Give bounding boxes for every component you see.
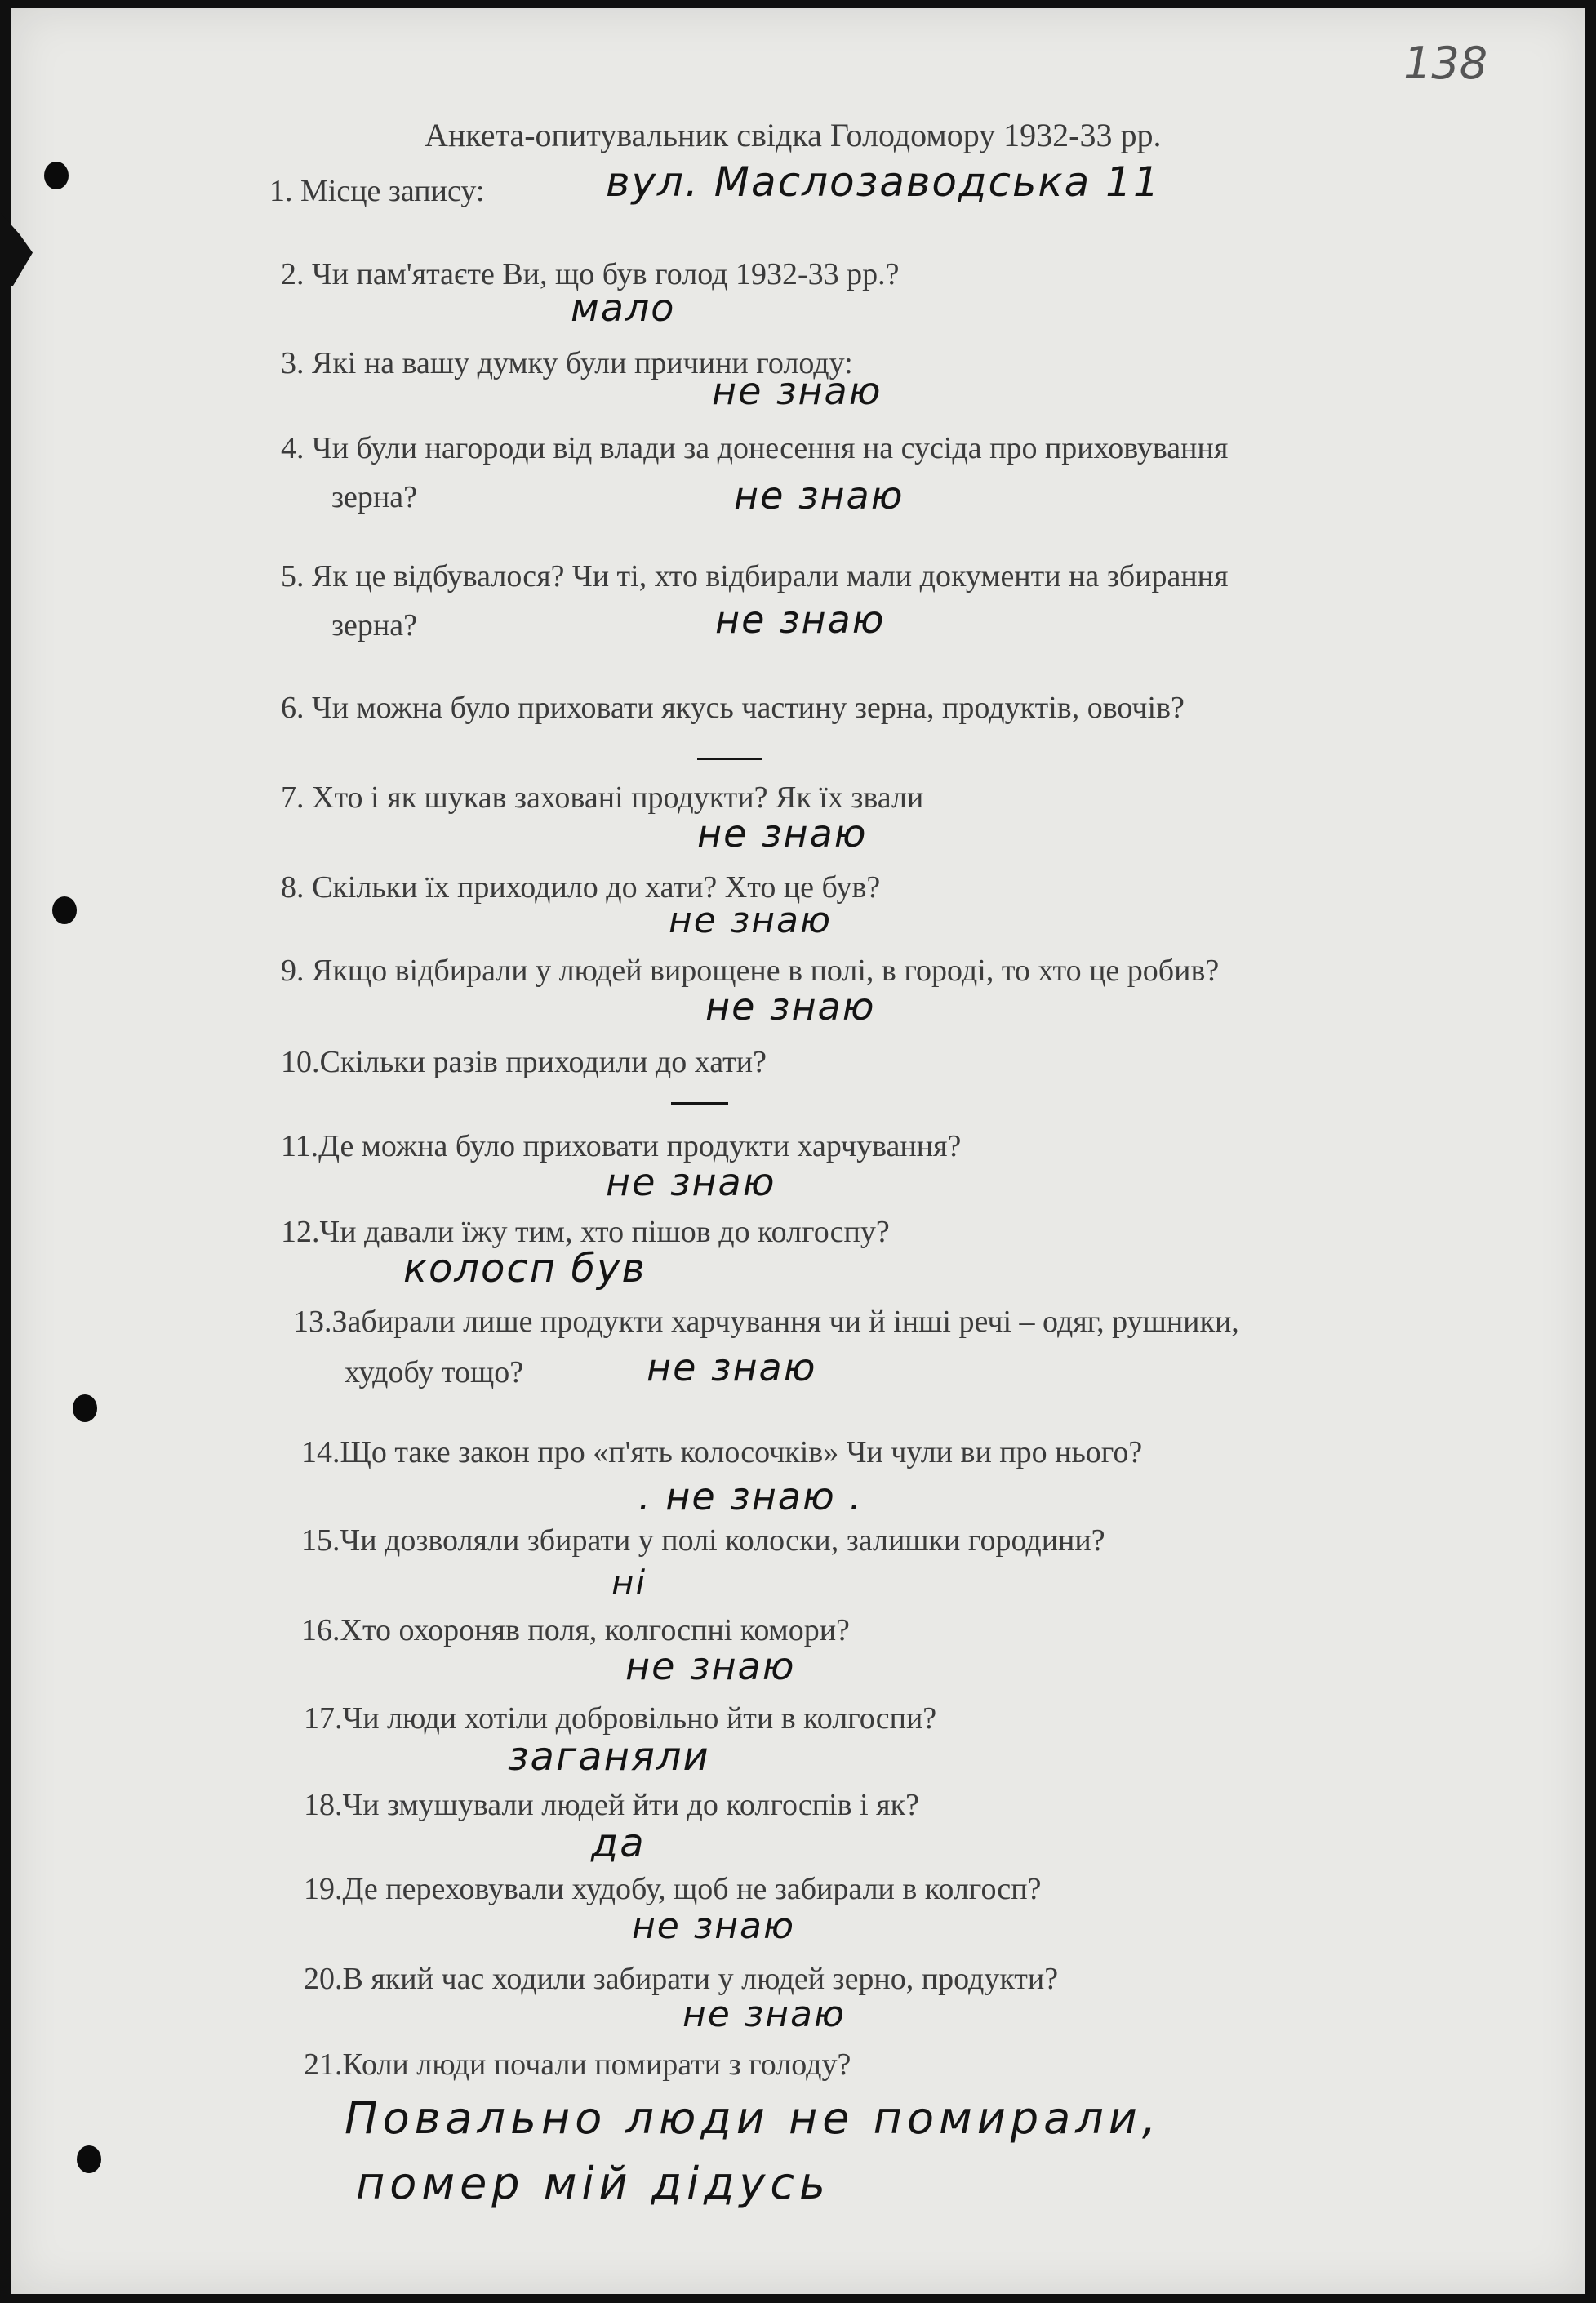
answer-11: не знаю	[606, 1160, 776, 1204]
answer-12: колосп був	[403, 1246, 647, 1292]
question-2: 2. Чи пам'ятаєте Ви, що був голод 1932-33 рр.?	[281, 257, 900, 291]
answer-8: не знаю	[669, 900, 832, 941]
punch-hole	[73, 1394, 97, 1422]
answer-15: ні	[611, 1563, 647, 1603]
torn-edge	[0, 212, 33, 286]
question-4-line-2: зерна?	[331, 480, 417, 514]
answer-4: не знаю	[734, 473, 905, 518]
question-16: 16.Хто охороняв поля, колгоспні комори?	[301, 1613, 850, 1647]
punch-hole	[52, 896, 77, 924]
page-number: 138	[1403, 38, 1488, 89]
question-18: 18.Чи змушували людей йти до колгоспів і як?	[304, 1788, 919, 1822]
answer-17: заганяли	[508, 1734, 710, 1780]
page-title: Анкета-опитувальник свідка Голодомору 1932-33 рр.	[425, 117, 1162, 153]
document-page	[11, 8, 1585, 2294]
answer-10-dash	[671, 1102, 728, 1105]
question-7: 7. Хто і як шукав заховані продукти? Як їх звали	[281, 780, 924, 815]
question-10: 10.Скільки разів приходили до хати?	[281, 1045, 767, 1079]
question-19: 19.Де переховували худобу, щоб не забирали в колгосп?	[304, 1872, 1042, 1906]
answer-21-line-2: помер мій дідусь	[356, 2158, 830, 2209]
answer-21-line-1: Повально люди не помирали,	[345, 2092, 1161, 2144]
question-13-line-1: 13.Забирали лише продукти харчування чи й інші речі – одяг, рушники,	[293, 1305, 1239, 1339]
question-3: 3. Які на вашу думку були причини голоду:	[281, 346, 853, 380]
question-5-line-1: 5. Як це відбувалося? Чи ті, хто відбирали мали документи на збирання	[281, 559, 1229, 594]
answer-14: . не знаю .	[638, 1474, 863, 1518]
answer-5: не знаю	[715, 598, 886, 642]
answer-20: не знаю	[682, 1994, 846, 2035]
question-14: 14.Що таке закон про «п'ять колосочків» Чи чули ви про нього?	[301, 1435, 1143, 1469]
question-15: 15.Чи дозволяли збирати у полі колоски, залишки городини?	[301, 1523, 1105, 1558]
answer-1: вул. Маслозаводська 11	[606, 158, 1161, 206]
question-8: 8. Скільки їх приходило до хати? Хто це був?	[281, 870, 881, 905]
question-9: 9. Якщо відбирали у людей вирощене в полі, в городі, то хто це робив?	[281, 954, 1220, 988]
question-6: 6. Чи можна було приховати якусь частину зерна, продуктів, овочів?	[281, 691, 1185, 725]
question-21: 21.Коли люди почали помирати з голоду?	[304, 2047, 851, 2082]
answer-2: мало	[571, 286, 676, 330]
question-17: 17.Чи люди хотіли добровільно йти в колгоспи?	[304, 1701, 937, 1736]
answer-6-dash	[697, 758, 762, 760]
question-5-line-2: зерна?	[331, 608, 417, 642]
answer-7: не знаю	[697, 811, 868, 856]
question-1: 1. Місце запису:	[269, 174, 485, 208]
question-13-line-2: худобу тощо?	[345, 1355, 524, 1389]
punch-hole	[77, 2145, 101, 2173]
answer-18: да	[591, 1821, 646, 1866]
answer-19: не знаю	[632, 1905, 795, 1947]
question-12: 12.Чи давали їжу тим, хто пішов до колгоспу?	[281, 1215, 890, 1249]
question-4-line-1: 4. Чи були нагороди від влади за донесення на сусіда про приховування	[281, 431, 1229, 465]
punch-hole	[44, 162, 69, 189]
answer-16: не знаю	[625, 1644, 796, 1688]
answer-13: не знаю	[647, 1345, 817, 1389]
answer-3: не знаю	[712, 369, 882, 413]
answer-9: не знаю	[705, 985, 876, 1029]
question-20: 20.В який час ходили забирати у людей зерно, продукти?	[304, 1962, 1059, 1996]
question-11: 11.Де можна було приховати продукти харчування?	[281, 1129, 962, 1163]
